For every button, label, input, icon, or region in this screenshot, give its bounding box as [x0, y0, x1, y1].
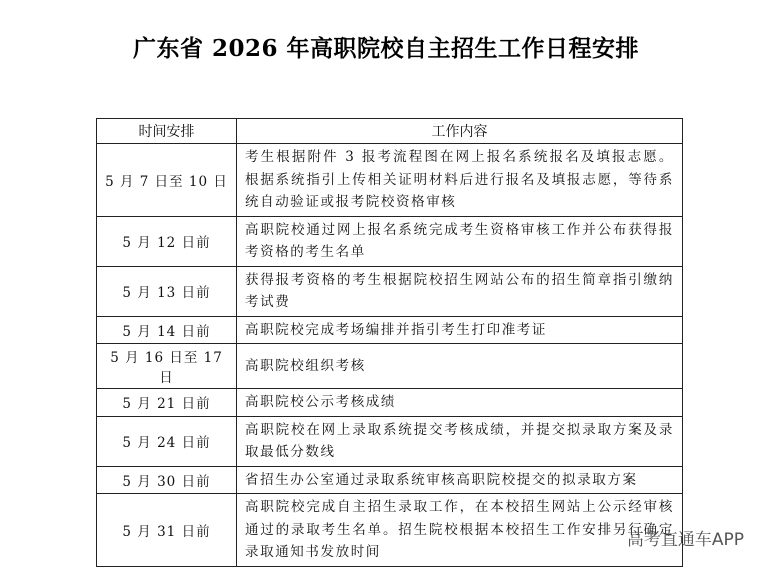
- row-time: 5 月 31 日前: [97, 494, 237, 567]
- table-row: [97, 316, 683, 344]
- table-row: [97, 216, 683, 266]
- row-time: 5 月 21 日前: [97, 389, 237, 417]
- row-time: 5 月 14 日前: [97, 316, 237, 344]
- table-row: [97, 344, 683, 389]
- row-content: 获得报考资格的考生根据院校招生网站公布的招生简章指引缴纳考试费: [237, 266, 683, 316]
- row-content: 高职院校完成考场编排并指引考生打印准考证: [237, 316, 683, 344]
- row-content: 高职院校公示考核成绩: [237, 389, 683, 417]
- table-row: [97, 494, 683, 567]
- row-time: 5 月 12 日前: [97, 216, 237, 266]
- row-time: 5 月 7 日至 10 日: [97, 144, 237, 217]
- table-header-row: [97, 119, 683, 144]
- table-row: [97, 144, 683, 217]
- table-row: [97, 266, 683, 316]
- table-row: [97, 389, 683, 417]
- row-time: 5 月 24 日前: [97, 416, 237, 466]
- document-title: 广东省 2026 年高职院校自主招生工作日程安排: [132, 35, 640, 62]
- schedule-table: [96, 118, 683, 567]
- table-row: [97, 416, 683, 466]
- row-content: 高职院校通过网上报名系统完成考生资格审核工作并公布获得报考资格的考生名单: [237, 216, 683, 266]
- row-time: 5 月 16 日至 17 日: [97, 344, 237, 389]
- header-content: 工作内容: [237, 119, 683, 144]
- row-time: 5 月 30 日前: [97, 466, 237, 494]
- row-time: 5 月 13 日前: [97, 266, 237, 316]
- table-row: [97, 466, 683, 494]
- row-content: 高职院校完成自主招生录取工作，在本校招生网站上公示经审核通过的录取考生名单。招生院校根据本校招生工作安排另行确定录取通知书发放时间: [237, 494, 683, 567]
- row-content: 考生根据附件 3 报考流程图在网上报名系统报名及填报志愿。根据系统指引上传相关证明材料后进行报名及填报志愿，等待系统自动验证或报考院校资格审核: [237, 144, 683, 217]
- watermark: 高考直通车APP: [626, 530, 744, 550]
- row-content: 省招生办公室通过录取系统审核高职院校提交的拟录取方案: [237, 466, 683, 494]
- row-content: 高职院校组织考核: [237, 344, 683, 389]
- header-time: 时间安排: [97, 119, 237, 144]
- row-content: 高职院校在网上录取系统提交考核成绩，并提交拟录取方案及录取最低分数线: [237, 416, 683, 466]
